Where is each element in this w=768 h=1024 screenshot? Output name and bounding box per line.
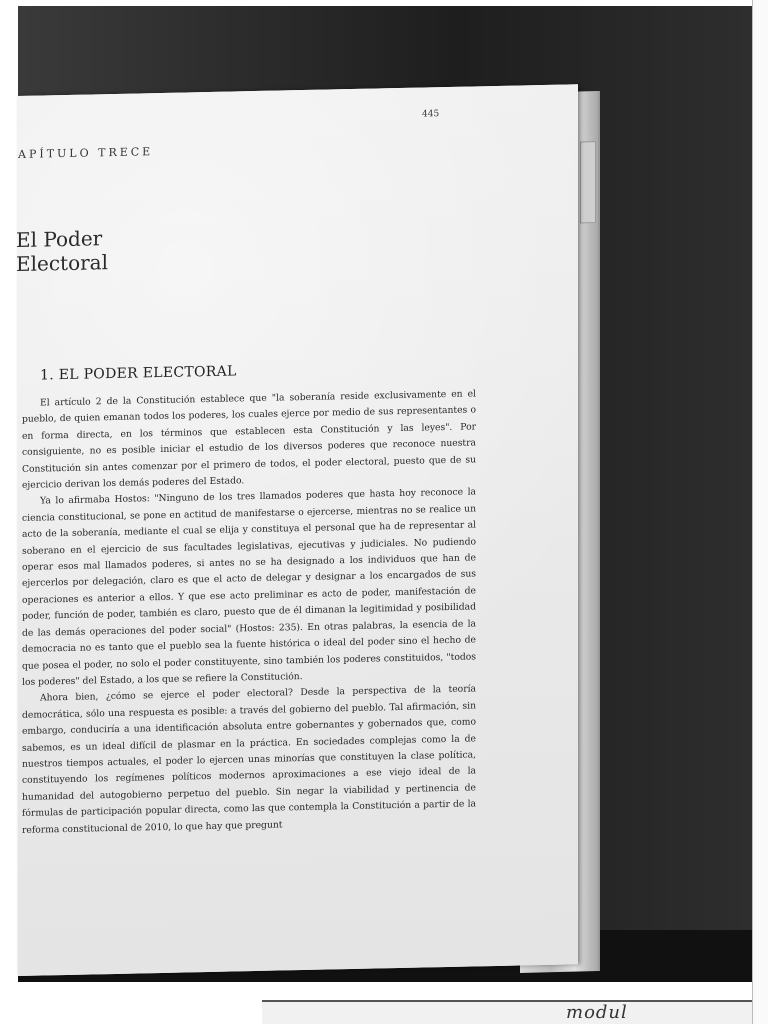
scan-right-edge — [752, 0, 768, 1024]
next-scan-strip — [262, 1000, 752, 1024]
body-text — [22, 386, 476, 838]
chapter-label: APÍTULO TRECE — [18, 145, 154, 161]
chapter-title-line-2: Electoral — [16, 250, 108, 277]
page-number: 445 — [422, 109, 440, 120]
paragraph: Ahora bien, ¿cómo se ejerce el poder electoral? Desde la perspectiva de la teoría democrática, sólo una respuesta es posible: a través del gobierno del pueblo. Tal afirmación, sin embargo, conduciría a una identificación absoluta entre gobernantes y gobernados que, como sabemos, es un ideal difícil de plasmar en la práctica. En sociedades complejas como la de nuestros tiempos actuales, el poder lo ejercen unas minorías que constituyen la clase política, constituyendo los regímenes políticos modernos aproximaciones a ese viejo ideal de la humanidad del autogobierno perpetuo del pueblo. Sin negar la viabilidad y pertinencia de fórmulas de participación popular directa, como las que contempla la Constitución a partir de la reforma constitucional de 2010, lo que hay que pregunt — [22, 683, 476, 836]
handwritten-note: modul — [566, 1002, 628, 1023]
section-heading: 1. EL PODER ELECTORAL — [40, 363, 237, 384]
paragraph: El artículo 2 de la Constitución establece que "la soberanía reside exclusivamente en el pueblo, de quien emanan todos los poderes, los cuales ejerce por medio de sus representantes o en forma directa, en los términos que establecen esta Constitución y las leyes". Por consiguiente, no es posible iniciar el estudio de los diversos poderes que reconoce nuestra Constitución sin antes comenzar por el primero de todos, el poder electoral, puesto que de su ejercicio derivan los demás poderes del Estado. — [22, 388, 476, 491]
paragraph: Ya lo afirmaba Hostos: "Ninguno de los tres llamados poderes que hasta hoy reconoce la ciencia constitucional, se pone en actitud de manifestarse o ejercerse, mientras no se realice un acto de la soberanía, mediante el cual se elija y constituya el personal que ha de representar al soberano en el ejercicio de sus facultades legislativas, ejecutivas y judiciales. No pudiendo operar esos mal llamados poderes, si antes no se ha designado a los individuos que han de ejercerlos por delegación, claro es que el acto de delegar y designar a los encargados de sus operaciones es anterior a ellos. Y que ese acto preliminar es acto de poder, manifestación de poder, función de poder, también es claro, puesto que de él dimanan la legitimidad y posibilidad de las demás operaciones del poder social" (Hostos: 235). En otras palabras, la esencia de la democracia no es tanto que el pueblo sea la fuente histórica o ideal del poder sino el hecho de que posea el poder, no solo el poder constituyente, sino también los poderes constituidos, "todos los poderes" del Estado, a los que se refiere la Constitución. — [22, 486, 476, 688]
chapter-title-line-1: El Poder — [16, 226, 103, 253]
book-page — [18, 84, 578, 976]
chapter-title — [16, 226, 108, 276]
